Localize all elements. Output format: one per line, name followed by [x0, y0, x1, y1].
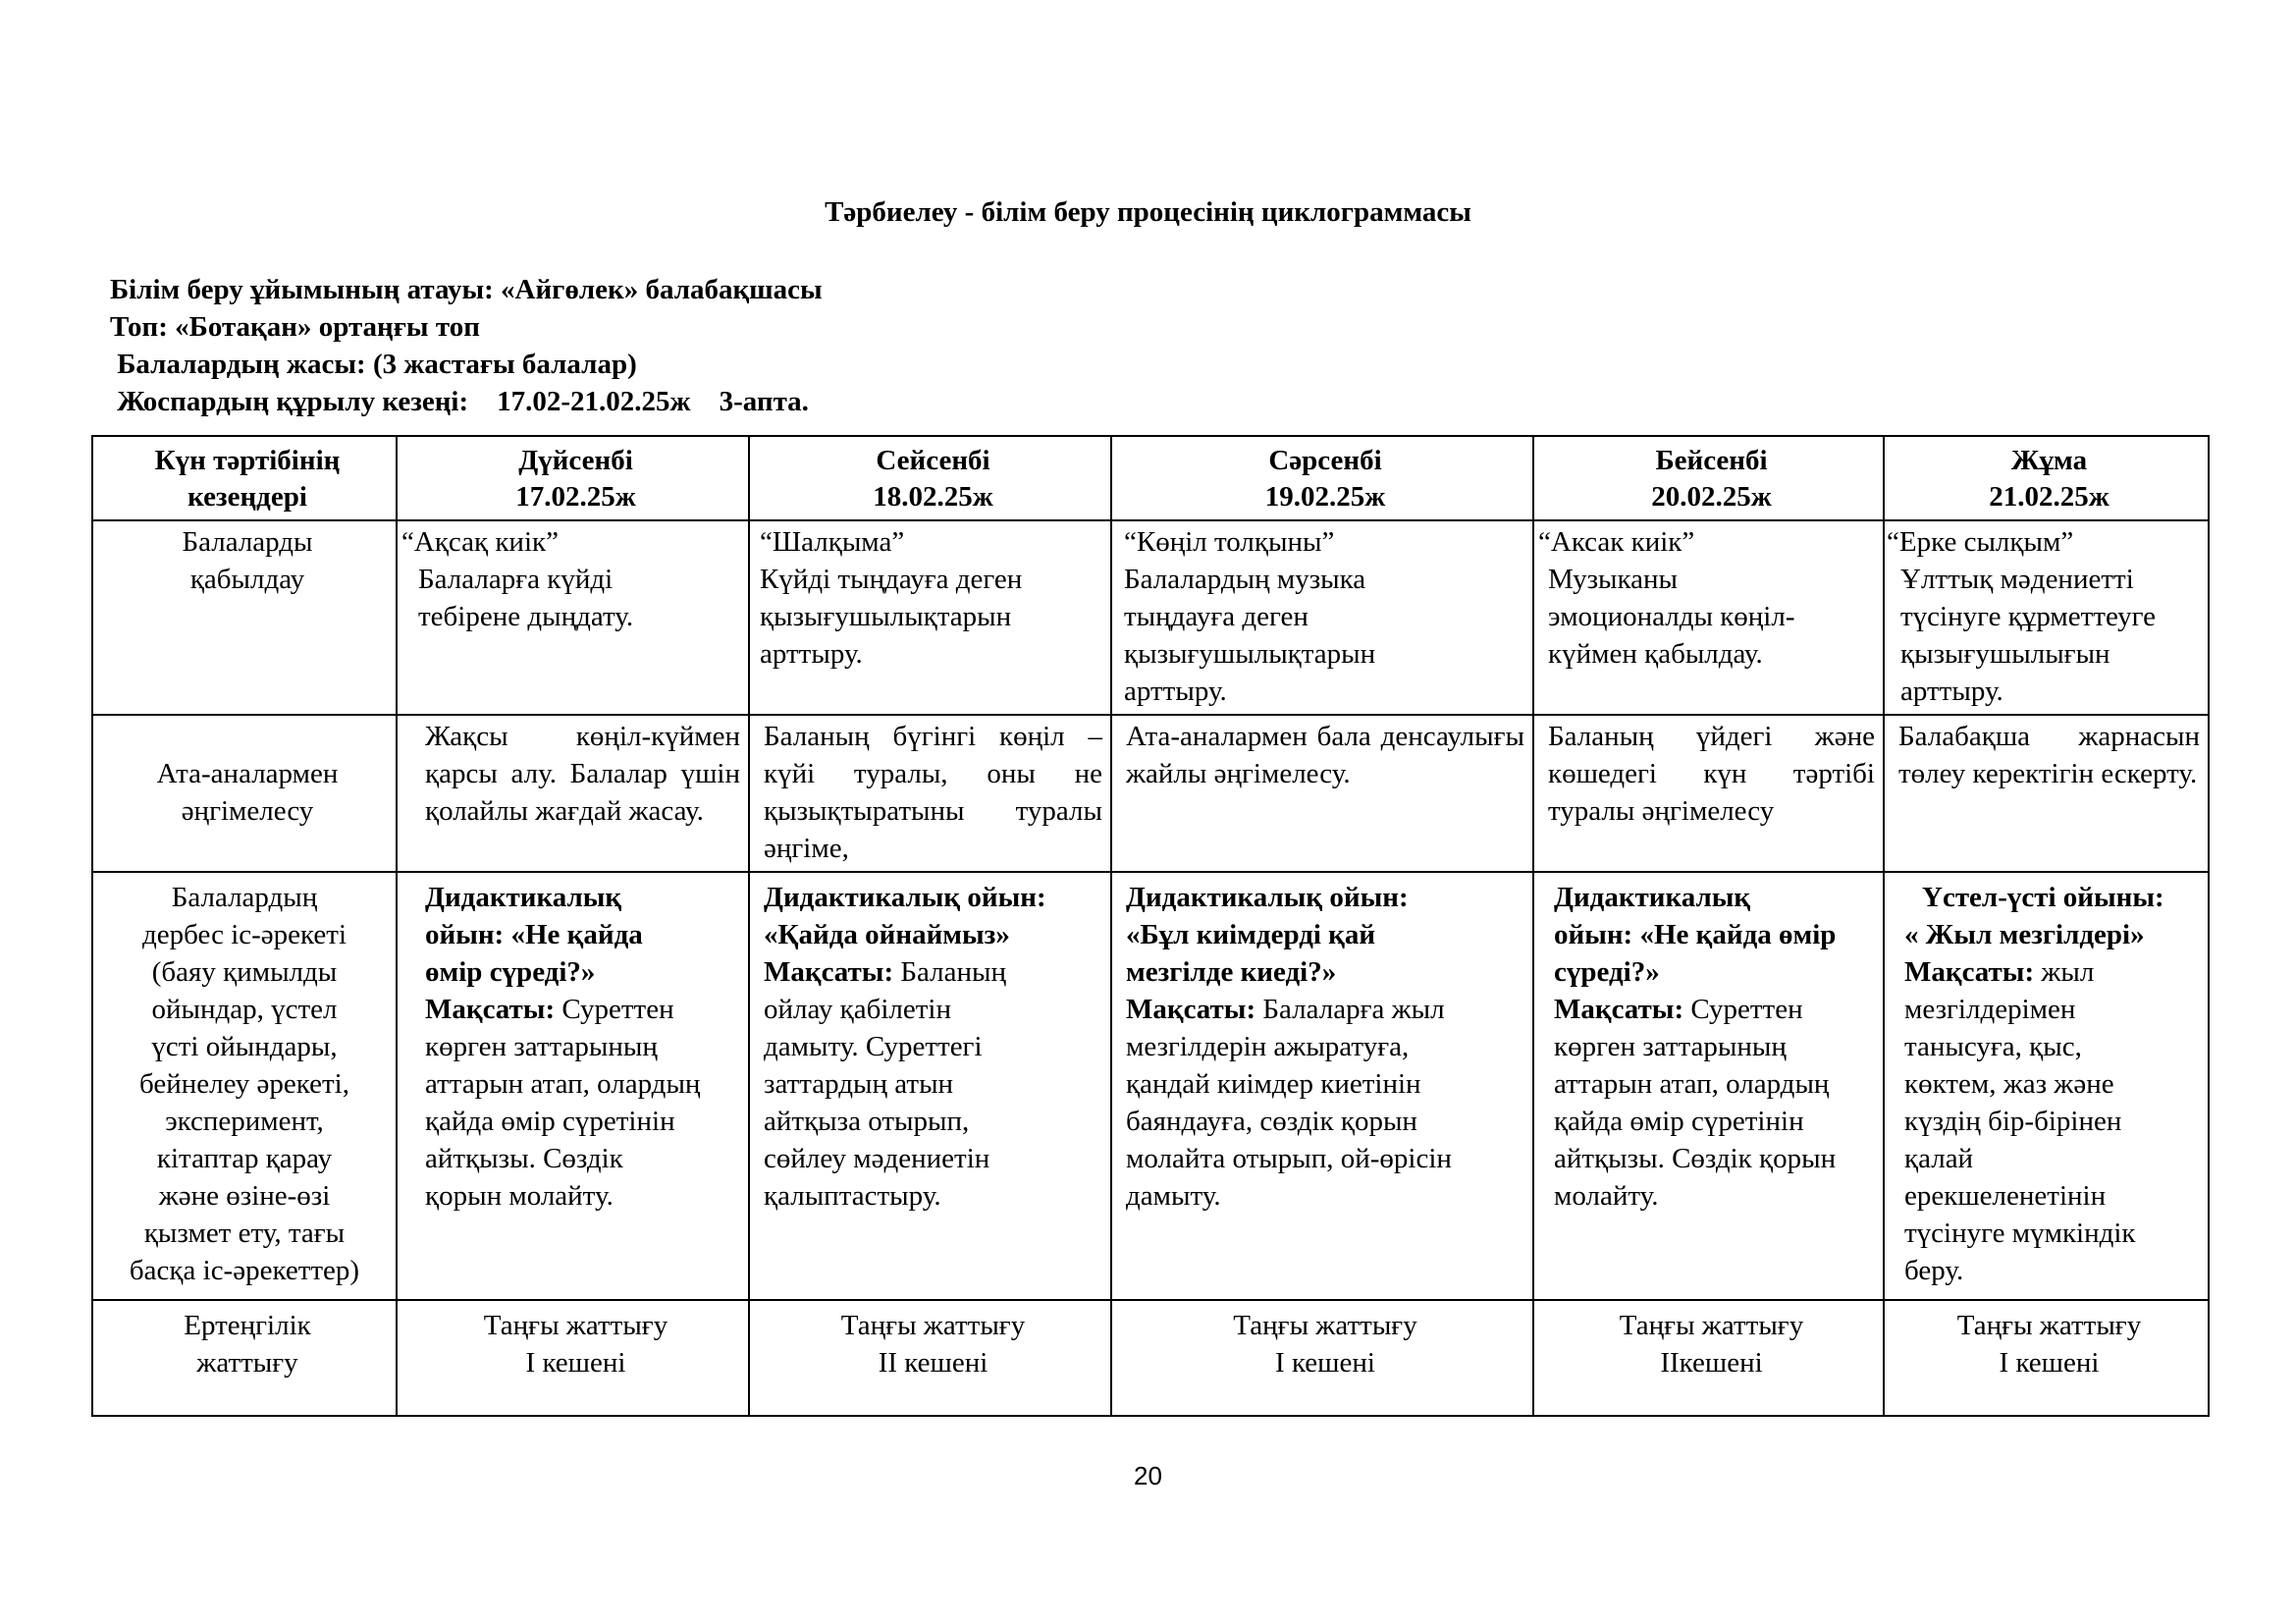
group-name: Топ: «Ботақан» ортаңғы топ: [110, 311, 480, 343]
exercise-cell-wednesday: Таңғы жаттығу І кешені: [1111, 1300, 1533, 1416]
exercise-cell-monday: Таңғы жаттығу І кешені: [397, 1300, 749, 1416]
row-label-parents: Ата-аналармен әңгімелесу: [92, 715, 397, 872]
organization-name: Білім беру ұйымының атауы: «Айгөлек» балабақшасы: [110, 274, 823, 305]
header-day-monday: Дүйсенбі 17.02.25ж: [397, 436, 749, 520]
activity-cell-thursday: Дидактикалық ойын: «Не қайда өмір сүреді?» Мақсаты: Суреттен көрген заттарының аттарын атап, олардың қайда өмір сүретінін айтқызы. Сөздік қорын молайту.: [1533, 872, 1884, 1300]
activity-cell-tuesday: Дидактикалық ойын: «Қайда ойнаймыз» Мақсаты: Баланың ойлау қабілетін дамыту. Суреттегі заттардың атын айтқыза отырып, сөйлеу мәдениетін қалыптастыру.: [749, 872, 1111, 1300]
header-day-thursday: Бейсенбі 20.02.25ж: [1533, 436, 1884, 520]
activity-cell-friday: Үстел-үсті ойыны: « Жыл мезгілдері» Мақсаты: жыл мезгілдерімен танысуға, қыс, көктем, жаз және күздің бір-бірінен қалай ерекшеленетінін түсінуге мүмкіндік беру.: [1884, 872, 2209, 1300]
cyclogram-table: [91, 435, 2210, 1417]
reception-cell-monday: “Ақсақ киік” Балаларға күйді тебірене дыңдату.: [397, 520, 749, 715]
exercise-cell-friday: Таңғы жаттығу І кешені: [1884, 1300, 2209, 1416]
goal-label: Мақсаты:: [1126, 994, 1256, 1025]
parents-cell-monday: Жақсы көңіл-күймен қарсы алу. Балалар үшін қолайлы жағдай жасау.: [397, 715, 749, 872]
reception-cell-wednesday: “Көңіл толқыны” Балалардың музыка тыңдауға деген қызығушылықтарын арттыру.: [1111, 520, 1533, 715]
activity-cell-wednesday: Дидактикалық ойын: «Бұл киімдерді қай мезгілде киеді?» Мақсаты: Балаларға жыл мезгілдерін ажыратуға, қандай киімдер киетінін баяндауға, сөздік қорын молайта отырып, ой-өрісін дамыту.: [1111, 872, 1533, 1300]
reception-cell-thursday: “Аксак киік” Музыканы эмоционалды көңіл- күймен қабылдау.: [1533, 520, 1884, 715]
goal-label: Мақсаты:: [764, 956, 894, 988]
row-label-exercise: Ертеңгілік жаттығу: [92, 1300, 397, 1416]
page-number: 20: [1134, 1461, 1162, 1490]
row-label-reception: Балаларды қабылдау: [92, 520, 397, 715]
document-info: [110, 271, 823, 420]
table-header-row: [92, 436, 2209, 520]
table-row-reception: [92, 520, 2209, 715]
parents-cell-thursday: Баланың үйдегі және көшедегі күн тәртібі туралы әңгімелесу: [1533, 715, 1884, 872]
parents-cell-tuesday: Баланың бүгінгі көңіл – күйі туралы, оны не қызықтыратыны туралы әңгіме,: [749, 715, 1111, 872]
page-title: Тәрбиелеу - білім беру процесінің циклограммасы: [825, 196, 1471, 228]
table-row-activity: [92, 872, 2209, 1300]
row-label-activity: Балалардың дербес іс-әрекеті (баяу қимылды ойындар, үстел үсті ойындары, бейнелеу әрекеті, эксперимент, кітаптар қарау және өзіне-өзі қызмет ету, тағы басқа іс-әрекеттер): [92, 872, 397, 1300]
header-day-tuesday: Сейсенбі 18.02.25ж: [749, 436, 1111, 520]
children-age: Балалардың жасы: (3 жастағы балалар): [110, 349, 637, 380]
table-row-exercise: [92, 1300, 2209, 1416]
parents-cell-friday: Балабақша жарнасын төлеу керектігін ескерту.: [1884, 715, 2209, 872]
exercise-cell-tuesday: Таңғы жаттығу ІІ кешені: [749, 1300, 1111, 1416]
goal-label: Мақсаты:: [1554, 994, 1684, 1025]
goal-label: Мақсаты:: [1904, 956, 2035, 988]
parents-cell-wednesday: Ата-аналармен бала денсаулығы жайлы әңгімелесу.: [1111, 715, 1533, 872]
goal-label: Мақсаты:: [425, 994, 556, 1025]
exercise-cell-thursday: Таңғы жаттығу ІІкешені: [1533, 1300, 1884, 1416]
header-day-friday: Жұма 21.02.25ж: [1884, 436, 2209, 520]
plan-period: Жоспардың құрылу кезеңі: 17.02-21.02.25ж 3-апта.: [110, 386, 809, 417]
header-day-wednesday: Сәрсенбі 19.02.25ж: [1111, 436, 1533, 520]
activity-cell-monday: Дидактикалық ойын: «Не қайда өмір сүреді?» Мақсаты: Суреттен көрген заттарының аттарын атап, олардың қайда өмір сүретінін айтқызы. Сөздік қорын молайту.: [397, 872, 749, 1300]
reception-cell-friday: “Ерке сылқым” Ұлттық мәдениетті түсінуге құрметтеуге қызығушылығын арттыру.: [1884, 520, 2209, 715]
reception-cell-tuesday: “Шалқыма” Күйді тыңдауға деген қызығушылықтарын арттыру.: [749, 520, 1111, 715]
header-schedule-stages: Күн тәртібінің кезеңдері: [92, 436, 397, 520]
table-row-parents: [92, 715, 2209, 872]
